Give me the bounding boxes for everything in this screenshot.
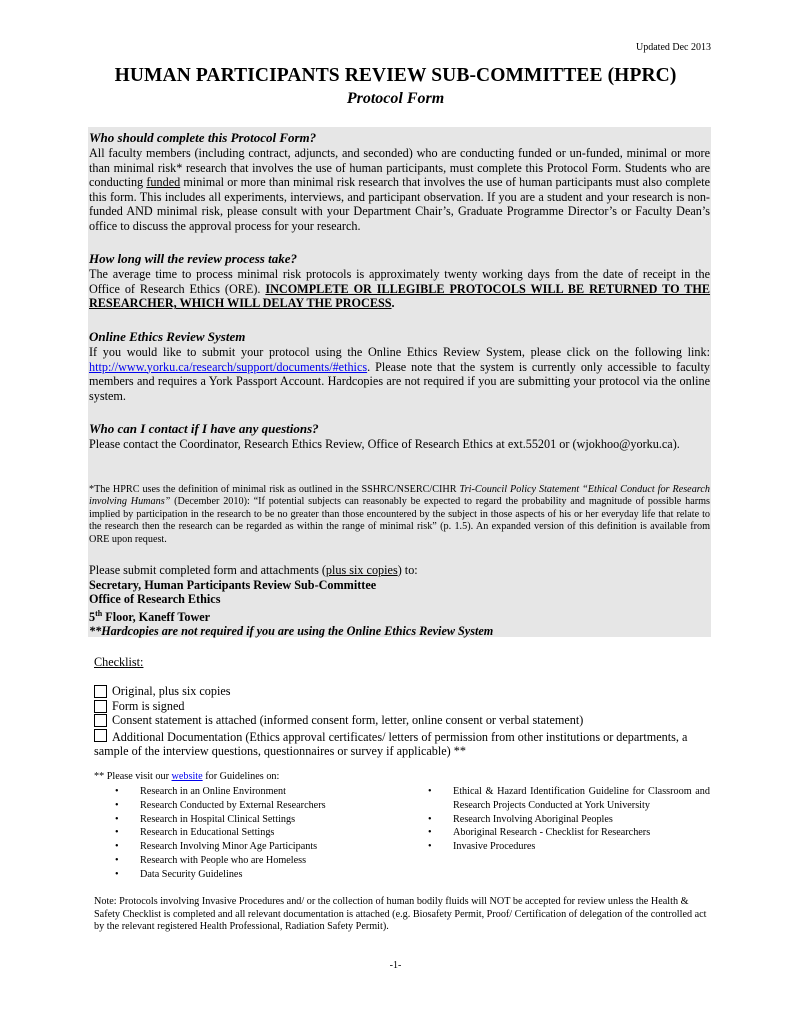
checklist-item <box>94 699 694 714</box>
list-item: • Research in an Online Environment <box>115 785 395 799</box>
checklist <box>94 684 694 759</box>
checklist-item-label: Original, plus six copies <box>112 684 231 698</box>
updated-date: Updated Dec 2013 <box>636 42 711 53</box>
section-paragraph <box>89 146 710 234</box>
list-item: • Invasive Procedures <box>428 840 710 854</box>
floor-number: 5 <box>89 609 96 624</box>
guidelines-list-left <box>115 785 395 882</box>
six-copies-emphasis: plus six copies <box>325 563 398 577</box>
guidelines-website-link[interactable]: website <box>171 771 203 782</box>
ethics-system-link[interactable]: http://www.yorku.ca/research/support/documents/#ethics <box>89 359 368 374</box>
guidelines-list-right <box>428 785 710 854</box>
paragraph-text: If you would like to submit your protocol using the Online Ethics Review System, please click on the following link: <box>89 345 710 359</box>
list-item: • Research in Educational Settings <box>115 826 395 840</box>
list-item: • Research Conducted by External Researchers <box>115 799 395 813</box>
list-item: • Aboriginal Research - Checklist for Researchers <box>428 826 710 840</box>
checkbox-consent-statement[interactable] <box>94 714 107 727</box>
page-subtitle: Protocol Form <box>346 90 445 107</box>
page-title: HUMAN PARTICIPANTS REVIEW SUB-COMMITTEE (HPRC) <box>114 65 677 86</box>
section-paragraph <box>89 345 710 403</box>
list-item: • Research in Hospital Clinical Settings <box>115 813 395 827</box>
checklist-item-label: Form is signed <box>112 698 185 713</box>
address-line: Secretary, Human Participants Review Sub-Committee <box>89 577 377 592</box>
checklist-item <box>94 713 694 728</box>
submit-text: ) to: <box>397 563 418 577</box>
list-item: • Data Security Guidelines <box>115 868 395 882</box>
checkbox-original-copies[interactable] <box>94 685 107 698</box>
floor-suffix: th <box>95 608 103 618</box>
paragraph-text: . Please note that the system is currently only accessible to faculty members and requires a York Passport Account. Hardcopies are not required if you are submitting your protocol via the online system. <box>89 359 710 403</box>
list-item: • Research Involving Minor Age Participants <box>115 840 395 854</box>
floor-text: Floor, Kaneff Tower <box>102 609 211 624</box>
submit-text: Please submit completed form and attachments ( <box>89 563 326 577</box>
paragraph-text: All faculty members (including contract, adjuncts, and seconded) who are conducting funded or un-funded, minimal or more than minimal risk* research that involves the use of human participants, must complete this Protocol Form. Students who are conducting <box>89 146 710 190</box>
address-line: Office of Research Ethics <box>89 592 221 607</box>
section-review-duration <box>89 251 710 311</box>
section-who-should-complete <box>89 130 710 234</box>
paragraph-text: minimal or more than minimal risk research that involves the use of human participants must also complete this form. This includes all experiments, interviews, and participant observation. If you are a student and your research is non-funded AND minimal risk, please consult with your Department Chair’s, Graduate Programme Director’s or Faculty Dean’s office to discuss the approval process for your research. <box>89 175 711 233</box>
checkbox-additional-documentation[interactable] <box>94 729 107 742</box>
section-heading: How long will the review process take? <box>89 251 297 266</box>
list-item: • Ethical & Hazard Identification Guideline for Classroom and Research Projects Conducted at York University <box>428 785 710 813</box>
address-line <box>89 607 710 625</box>
guidelines-text: ** Please visit our <box>94 771 172 782</box>
section-paragraph <box>89 267 710 311</box>
minimal-risk-footnote <box>89 484 710 546</box>
section-paragraph: Please contact the Coordinator, Research Ethics Review, Office of Research Ethics at ext.55201 or (wjokhoo@yorku.ca). <box>89 437 680 451</box>
hardcopy-note: **Hardcopies are not required if you are using the Online Ethics Review System <box>89 624 494 639</box>
section-online-ethics <box>89 329 710 403</box>
section-heading: Who should complete this Protocol Form? <box>89 130 317 145</box>
incomplete-protocol-warning: INCOMPLETE OR ILLEGIBLE PROTOCOLS WILL BE RETURNED TO THE RESEARCHER, WHICH WILL DELAY THE PROCESS <box>89 281 711 311</box>
checklist-item-label: Additional Documentation (Ethics approval certificates/ letters of permission from other institutions or departments, a sample of the interview questions, questionnaires or survey if applicable) ** <box>94 729 688 759</box>
section-heading: Online Ethics Review System <box>89 329 246 344</box>
guidelines-intro <box>94 771 279 783</box>
invasive-procedures-note: Note: Protocols involving Invasive Procedures and/ or the collection of human bodily fluids will NOT be accepted for review unless the Health & Safety Checklist is completed and all relevant documentation is attached (e.g. Biosafety Permit, Proof/ Certification of delegation of the controlled act by the relevant registered Health Professional, Radiation Safety Permit). <box>94 896 707 933</box>
guidelines-text: for Guidelines on: <box>202 771 280 782</box>
checklist-item <box>94 728 694 759</box>
section-contact <box>89 421 710 452</box>
list-item: • Research with People who are Homeless <box>115 854 395 868</box>
paragraph-text: The average time to process minimal risk protocols is approximately twenty working days from the date of receipt in the Office of Research Ethics (ORE). <box>89 267 710 296</box>
list-item: • Research Involving Aboriginal Peoples <box>428 813 710 827</box>
policy-title: Tri-Council Policy Statement “Ethical Conduct for Research involving Humans” <box>89 484 710 508</box>
footnote-text: (December 2010): “If potential subjects can reasonably be expected to regard the probability and magnitude of possible harms implied by participation in the research to be no greater than those encountered by the subject in those aspects of his or her everyday life that relate to the research then the research can be regarded as within the range of minimal risk” (p. 1.5). An expanded version of this definition is available from ORE upon request. <box>89 496 710 545</box>
checklist-item <box>94 684 694 699</box>
submission-address <box>89 563 710 639</box>
checklist-item-label: Consent statement is attached (informed consent form, letter, online consent or verbal statement) <box>112 713 584 728</box>
funded-emphasis: funded <box>146 175 181 190</box>
page-number: -1- <box>389 960 402 971</box>
section-heading: Who can I contact if I have any questions? <box>89 421 319 436</box>
submit-intro <box>89 563 710 578</box>
paragraph-text: . <box>391 296 395 311</box>
checklist-title: Checklist: <box>94 655 144 669</box>
checkbox-form-signed[interactable] <box>94 700 107 713</box>
footnote-text: *The HPRC uses the definition of minimal risk as outlined in the SSHRC/NSERC/CIHR <box>89 484 460 495</box>
